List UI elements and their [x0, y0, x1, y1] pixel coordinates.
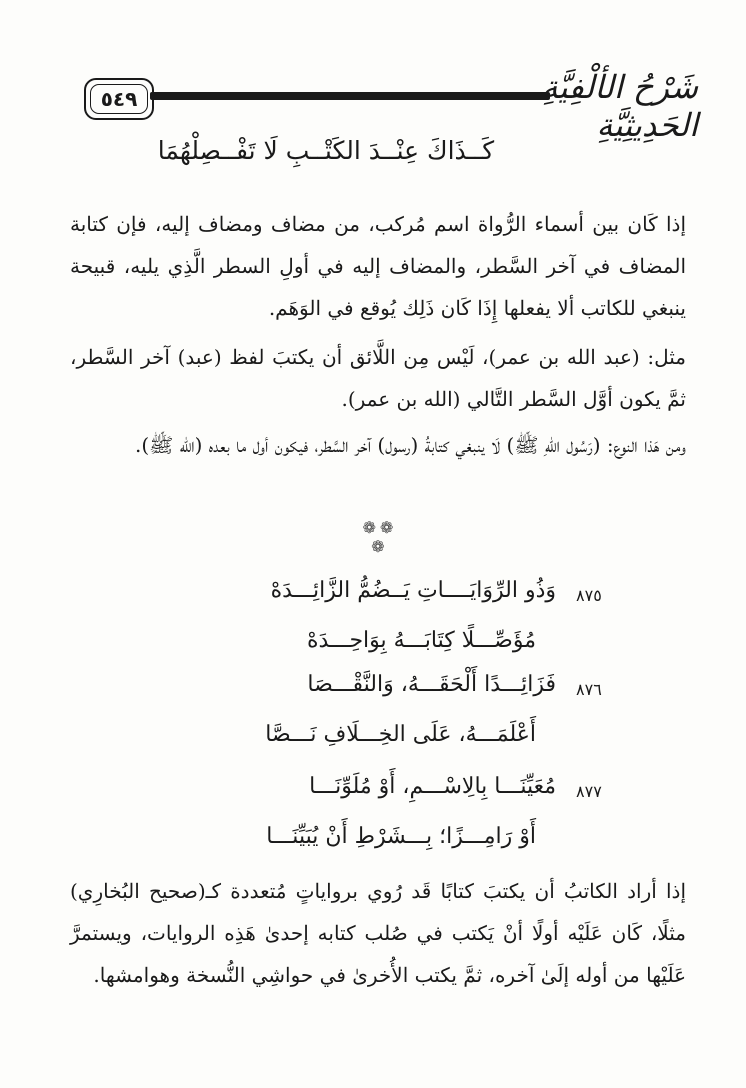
- verse-line: أَوْ رَامِـــزًا؛ بِـــشَرْطِ أَنْ يُبَيِّنَـــا: [266, 824, 536, 849]
- verse-number: ٨٧٦: [576, 680, 602, 699]
- section-divider: [355, 518, 403, 556]
- paragraph-3: ومن هَذا النوع: (رَسُول اللهِ ﷺ) لَا ينبغي كتابةُ (رسول) آخر السَّطر، فيكون أول ما بعده (الله ﷺ).: [135, 433, 686, 457]
- verse-number: ٨٧٧: [576, 782, 602, 801]
- verse-line: فَزَائِـــدًا أَلْحَقَـــهُ، وَالنَّقْـــصَا: [307, 672, 556, 697]
- paragraph-4: إذا أراد الكاتبُ أن يكتبَ كتابًا قَد رُوي برواياتٍ مُتعددة كـ(صحيح البُخارِي) مثلًا، كَان عَلَيْه أولًا أنْ يَكتب في صُلب كتابه إحدىٰ هَذِه الروايات، ويستمرَّ عَلَيْها من أوله إلَىٰ آخره، ثمَّ يكتب الأُخرىٰ في حواشِي النُّسخة وهوامشها.: [70, 879, 686, 987]
- paragraph-2: مثل: (عبد الله بن عمر)، لَيْس مِن اللَّائق أن يكتبَ لفظ (عبد) آخر السَّطر، ثمَّ يكون أوَّل السَّطر التَّالي (الله بن عمر).: [70, 345, 686, 411]
- verse-number: ٨٧٥: [576, 586, 602, 605]
- book-title: شَرْحُ الألْفِيَّةِ الحَدِيثِيَّةِ: [541, 68, 698, 144]
- divider-ornament: ❁: [380, 518, 396, 537]
- divider-ornament: ❁: [362, 518, 378, 537]
- verse-line: أَعْلَمَـــهُ، عَلَى الخِـــلَافِ نَـــصَّا: [265, 722, 536, 747]
- header-rule: [150, 92, 550, 100]
- verse-line: مُعَيِّنَـــا بِالِاسْـــمِ، أَوْ مُلَوِّنَـــا: [309, 774, 556, 799]
- verse-line: مُؤَصِّـــلًا كِتَابَـــهُ بِوَاحِـــدَهْ: [307, 628, 536, 653]
- page-number-frame: [84, 78, 154, 120]
- page-header: [78, 64, 698, 144]
- paragraph-1: إذا كَان بين أسماء الرُّواة اسم مُركب، من مضاف ومضاف إليه، فإن كتابة المضاف في آخر السَّطر، والمضاف إليه في أولِ السطر الَّذِي يليه، قبيحة ينبغي للكاتب ألا يفعلها إِذَا كَان ذَلِك يُوقع في الوَهَم.: [70, 212, 686, 320]
- divider-ornament: ❁: [371, 537, 387, 556]
- verse-top: كَــذَاكَ عِنْــدَ الكَتْــبِ لَا تَفْــصِلْهُمَا: [157, 136, 495, 165]
- verse-line: وَذُو الرِّوَايَــــاتِ يَــضُمُّ الزَّائِـــدَهْ: [270, 578, 556, 603]
- page-number: ٥٤٩: [100, 87, 138, 111]
